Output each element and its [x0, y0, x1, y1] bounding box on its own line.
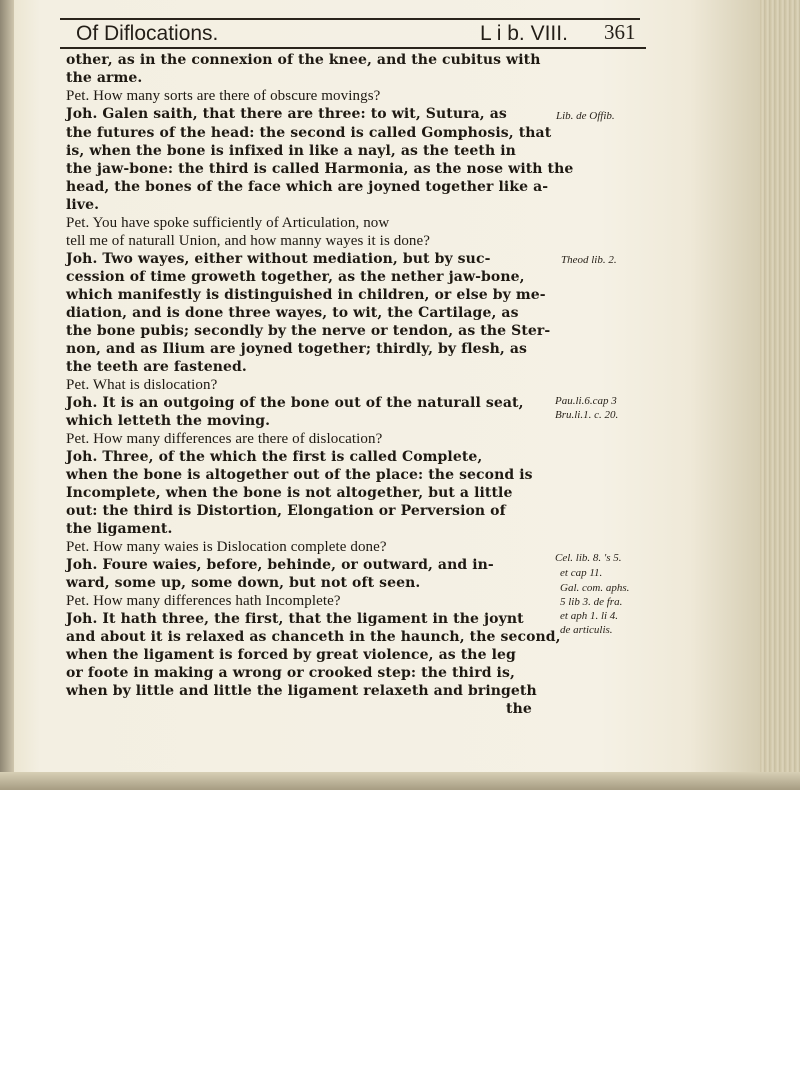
margin-note: et cap 11.: [560, 567, 603, 579]
margin-note: de articulis.: [560, 624, 613, 636]
text-line: Pet. How many sorts are there of obscure movings?: [66, 88, 381, 104]
header-rule: [60, 47, 646, 49]
text-line: and about it is relaxed as chanceth in the haunch, the second,: [66, 629, 561, 645]
text-line: ward, some up, some down, but not oft seen.: [66, 575, 421, 591]
text-line: non, and as Ilium are joyned together; thirdly, by flesh, as: [66, 341, 528, 357]
margin-note: Pau.li.6.cap 3: [555, 395, 617, 407]
text-line: Joh. Foure waies, before, behinde, or outward, and in-: [66, 557, 494, 573]
margin-note: 5 lib 3. de fra.: [560, 596, 623, 608]
text-line: head, the bones of the face which are joyned together like a-: [66, 179, 549, 195]
text-line: the jaw-bone: the third is called Harmonia, as the nose with the: [66, 161, 574, 177]
book-label: L i b. VIII.: [480, 22, 568, 45]
text-line: is, when the bone is infixed in like a nayl, as the teeth in: [66, 143, 516, 159]
text-line: when by little and little the ligament relaxeth and bringeth: [66, 683, 537, 699]
text-line: Pet. How many differences are there of dislocation?: [66, 431, 383, 447]
text-line: Joh. It hath three, the first, that the ligament in the joynt: [66, 611, 524, 627]
text-line: the ligament.: [66, 521, 173, 537]
top-rule: [60, 18, 640, 20]
text-line: the arme.: [66, 70, 143, 86]
text-line: the teeth are fastened.: [66, 359, 247, 375]
text-line: out: the third is Distortion, Elongation or Perversion of: [66, 503, 506, 519]
margin-note: Bru.li.1. c. 20.: [555, 409, 619, 421]
text-line: Incomplete, when the bone is not altogether, but a little: [66, 485, 513, 501]
text-line: Pet. How many waies is Dislocation complete done?: [66, 539, 387, 555]
text-line: the bone pubis; secondly by the nerve or tendon, as the Ster-: [66, 323, 551, 339]
text-line: when the bone is altogether out of the place: the second is: [66, 467, 533, 483]
text-line: Pet. What is dislocation?: [66, 377, 218, 393]
running-head: Of Diflocations.: [76, 22, 219, 45]
margin-note: Cel. lib. 8. 's 5.: [555, 552, 622, 564]
page-number: 361: [604, 20, 636, 44]
page-bottom-edge: [0, 772, 800, 790]
text-line: or foote in making a wrong or crooked step: the third is,: [66, 665, 515, 681]
text-line: which manifestly is distinguished in children, or else by me-: [66, 287, 546, 303]
text-line: Pet. You have spoke sufficiently of Articulation, now: [66, 215, 390, 231]
text-line: when the ligament is forced by great violence, as the leg: [66, 647, 516, 663]
page-fore-edge: [760, 0, 800, 790]
margin-note: et aph 1. li 4.: [560, 610, 619, 622]
text-line: Joh. Galen saith, that there are three: to wit, Sutura, as: [66, 106, 507, 122]
page-gutter-shadow: [0, 0, 14, 790]
text-line: Joh. Two wayes, either without mediation, but by suc-: [66, 251, 491, 267]
margin-note: Gal. com. aphs.: [560, 582, 630, 594]
text-line: other, as in the connexion of the knee, and the cubitus with: [66, 52, 541, 68]
text-line: diation, and is done three wayes, to wit, the Cartilage, as: [66, 305, 519, 321]
text-line: the futures of the head: the second is called Gomphosis, that: [66, 125, 552, 141]
text-line: which letteth the moving.: [66, 413, 271, 429]
text-line: Joh. It is an outgoing of the bone out of the naturall seat,: [66, 395, 524, 411]
margin-note: Lib. de Offib.: [556, 110, 615, 122]
text-line: live.: [66, 197, 100, 213]
text-line: cession of time groweth together, as the nether jaw-bone,: [66, 269, 525, 285]
text-line: Joh. Three, of the which the first is called Complete,: [66, 449, 483, 465]
catchword: the: [506, 701, 532, 717]
text-line: Pet. How many differences hath Incomplete?: [66, 593, 341, 609]
margin-note: Theod lib. 2.: [561, 254, 617, 266]
text-line: tell me of naturall Union, and how manny wayes it is done?: [66, 233, 431, 249]
